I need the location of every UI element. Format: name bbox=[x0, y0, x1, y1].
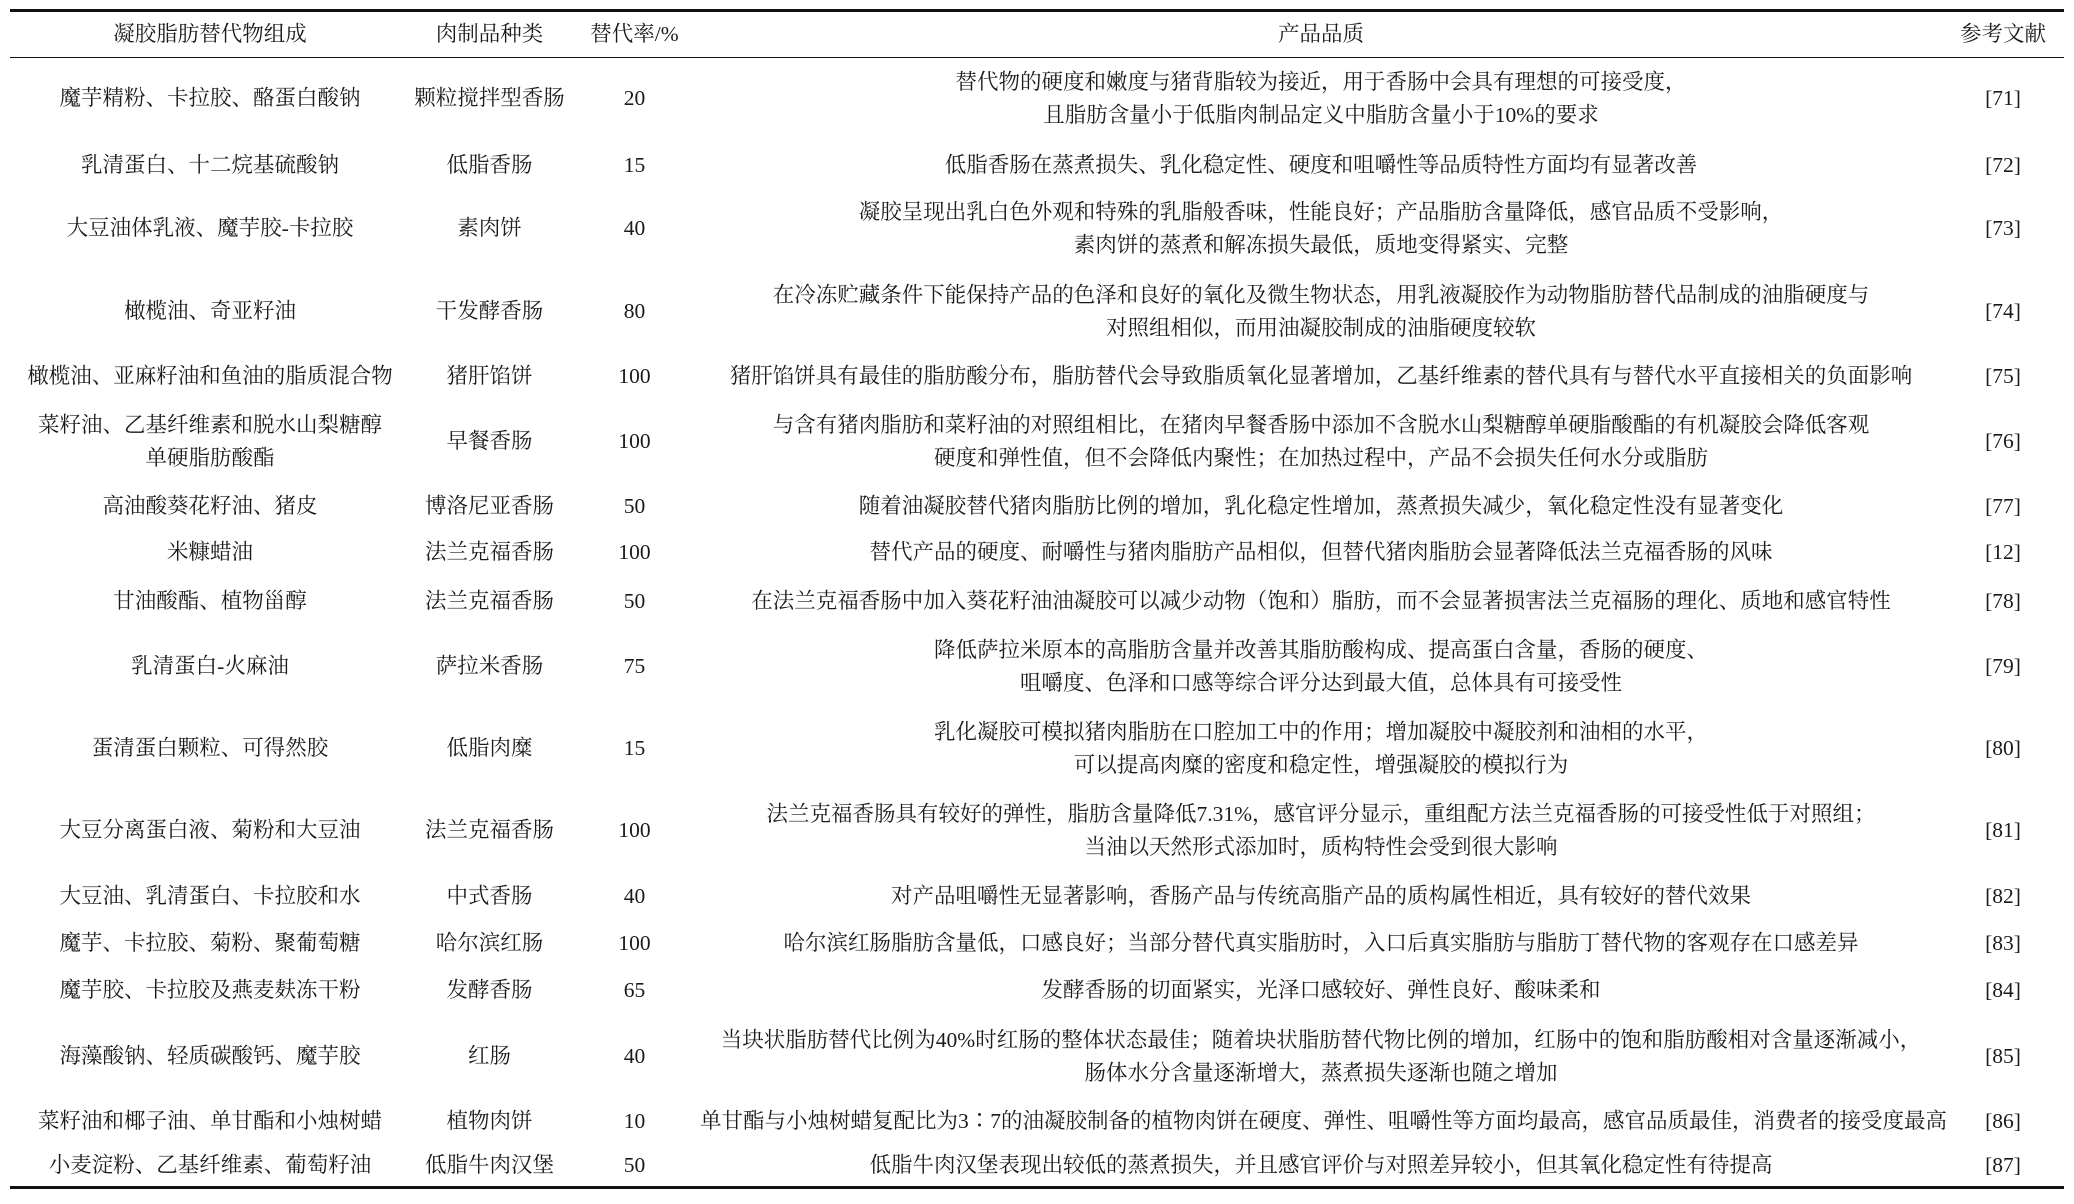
meat-product-cell: 博洛尼亚香肠 bbox=[424, 494, 554, 518]
meat-product-cell: 颗粒搅拌型香肠 bbox=[414, 86, 565, 111]
product-quality-cell: 哈尔滨红肠脂肪含量低，口感良好；当部分替代真实脂肪时，入口后真实脂肪与脂肪丁替代物的客观存在口感差异 bbox=[783, 930, 1859, 955]
reference-cell: [84] bbox=[1985, 978, 2021, 1002]
product-quality-cell: 降低萨拉米原本的高脂肪含量并改善其脂肪酸构成、提高蛋白含量，香肠的硬度、 咀嚼度、色泽和口感等综合评分达到最大值，总体具有可接受性 bbox=[933, 637, 1708, 695]
meat-product-cell: 中式香肠 bbox=[446, 884, 533, 908]
meat-product-cell: 法兰克福香肠 bbox=[424, 818, 554, 842]
product-quality-cell: 低脂香肠在蒸煮损失、乳化稳定性、硬度和咀嚼性等品质特性方面均有显著改善 bbox=[944, 152, 1698, 177]
reference-cell: [83] bbox=[1985, 930, 2021, 955]
composition-cell: 魔芋精粉、卡拉胶、酪蛋白酸钠 bbox=[59, 86, 361, 111]
header-product-quality: 产品品质 bbox=[700, 11, 1942, 58]
header-row bbox=[10, 11, 2064, 58]
composition-cell: 甘油酸酯、植物甾醇 bbox=[113, 589, 307, 613]
reference-cell: [71] bbox=[1985, 86, 2021, 111]
header-composition: 凝胶脂肪替代物组成 bbox=[10, 11, 410, 58]
replacement-rate-cell: 50 bbox=[623, 589, 646, 613]
product-quality-cell: 法兰克福香肠具有较好的弹性，脂肪含量降低7.31%，感官评分显示，重组配方法兰克福香肠的可接受性低于对照组； 当油以天然形式添加时，质构特性会受到很大影响 bbox=[766, 801, 1876, 859]
meat-product-cell: 猪肝馅饼 bbox=[446, 364, 533, 388]
reference-cell: [85] bbox=[1985, 1044, 2021, 1068]
meat-product-cell: 低脂香肠 bbox=[446, 152, 533, 177]
meat-product-cell: 素肉饼 bbox=[457, 216, 522, 240]
reference-cell: [72] bbox=[1985, 152, 2021, 177]
replacement-rate-cell: 40 bbox=[623, 216, 646, 240]
meat-product-cell: 哈尔滨红肠 bbox=[435, 930, 544, 955]
meat-product-cell: 干发酵香肠 bbox=[435, 299, 544, 323]
table-row bbox=[10, 625, 2064, 709]
reference-cell: [76] bbox=[1985, 429, 2021, 453]
replacement-rate-cell: 50 bbox=[623, 494, 646, 518]
meat-product-cell: 发酵香肠 bbox=[446, 978, 533, 1002]
replacement-rate-cell: 75 bbox=[623, 654, 646, 678]
composition-cell: 魔芋胶、卡拉胶及燕麦麸冻干粉 bbox=[59, 978, 361, 1002]
reference-cell: [80] bbox=[1985, 736, 2021, 760]
product-quality-cell: 在冷冻贮藏条件下能保持产品的色泽和良好的氧化及微生物状态，用乳液凝胶作为动物脂肪替代品制成的油脂硬度与 对照组相似，而用油凝胶制成的油脂硬度较软 bbox=[772, 282, 1870, 340]
product-quality-cell: 随着油凝胶替代猪肉脂肪比例的增加，乳化稳定性增加，蒸煮损失减少，氧化稳定性没有显著变化 bbox=[858, 494, 1784, 518]
header-replacement-rate: 替代率/% bbox=[569, 11, 700, 58]
table-row bbox=[10, 1146, 2064, 1188]
product-quality-cell: 当块状脂肪替代比例为40%时红肠的整体状态最佳；随着块状脂肪替代物比例的增加，红肠中的饱和脂肪酸相对含量逐渐减小， 肠体水分含量逐渐增大，蒸煮损失逐渐也随之增加 bbox=[720, 1027, 1922, 1085]
replacement-rate-cell: 65 bbox=[623, 978, 646, 1002]
table-row bbox=[10, 709, 2064, 789]
reference-cell: [79] bbox=[1985, 654, 2021, 678]
composition-cell: 橄榄油、奇亚籽油 bbox=[123, 299, 296, 323]
product-quality-cell: 替代产品的硬度、耐嚼性与猪肉脂肪产品相似，但替代猪肉脂肪会显著降低法兰克福香肠的风味 bbox=[869, 540, 1773, 564]
composition-cell: 魔芋、卡拉胶、菊粉、聚葡萄糖 bbox=[59, 930, 361, 955]
composition-cell: 高油酸葵花籽油、猪皮 bbox=[102, 494, 318, 518]
table-row bbox=[10, 527, 2064, 579]
replacement-rate-cell: 20 bbox=[623, 86, 646, 111]
composition-cell: 大豆油、乳清蛋白、卡拉胶和水 bbox=[59, 884, 361, 908]
product-quality-cell: 猪肝馅饼具有最佳的脂肪酸分布，脂肪替代会导致脂质氧化显著增加，乙基纤维素的替代具有与替代水平直接相关的负面影响 bbox=[729, 364, 1913, 388]
replacement-rate-cell: 50 bbox=[623, 1153, 646, 1178]
replacement-rate-cell: 40 bbox=[623, 1044, 646, 1068]
table-row bbox=[10, 1098, 2064, 1146]
table-row bbox=[10, 357, 2064, 397]
product-quality-cell: 与含有猪肉脂肪和菜籽油的对照组相比，在猪肉早餐香肠中添加不含脱水山梨糖醇单硬脂酸酯的有机凝胶会降低客观 硬度和弹性值，但不会降低内聚性；在加热过程中，产品不会损失任何水分或脂肪 bbox=[772, 412, 1870, 470]
table-row bbox=[10, 789, 2064, 873]
composition-cell: 乳清蛋白、十二烷基硫酸钠 bbox=[80, 152, 339, 177]
table-row bbox=[10, 966, 2064, 1016]
replacement-rate-cell: 100 bbox=[618, 429, 651, 453]
reference-cell: [86] bbox=[1985, 1109, 2021, 1133]
composition-cell: 小麦淀粉、乙基纤维素、葡萄籽油 bbox=[48, 1153, 372, 1178]
replacement-rate-cell: 100 bbox=[618, 930, 651, 955]
product-quality-cell: 凝胶呈现出乳白色外观和特殊的乳脂般香味，性能良好；产品脂肪含量降低，感官品质不受影响， 素肉饼的蒸煮和解冻损失最低，质地变得紧实、完整 bbox=[858, 199, 1784, 257]
reference-cell: [87] bbox=[1985, 1153, 2021, 1178]
header-reference: 参考文献 bbox=[1942, 11, 2064, 58]
reference-cell: [74] bbox=[1985, 299, 2021, 323]
reference-cell: [73] bbox=[1985, 216, 2021, 240]
meat-product-cell: 法兰克福香肠 bbox=[424, 540, 554, 564]
composition-cell: 大豆分离蛋白液、菊粉和大豆油 bbox=[59, 818, 361, 842]
composition-cell: 海藻酸钠、轻质碳酸钙、魔芋胶 bbox=[59, 1044, 361, 1068]
table-row bbox=[10, 58, 2064, 140]
meat-product-cell: 红肠 bbox=[467, 1044, 511, 1068]
reference-cell: [82] bbox=[1985, 884, 2021, 908]
table-row bbox=[10, 191, 2064, 267]
table-row bbox=[10, 140, 2064, 191]
reference-cell: [75] bbox=[1985, 364, 2021, 388]
table-row bbox=[10, 1016, 2064, 1098]
product-quality-cell: 对产品咀嚼性无显著影响，香肠产品与传统高脂产品的质构属性相近，具有较好的替代效果 bbox=[890, 884, 1751, 908]
table-row bbox=[10, 873, 2064, 921]
product-quality-cell: 在法兰克福香肠中加入葵花籽油油凝胶可以减少动物（饱和）脂肪，而不会显著损害法兰克福肠的理化、质地和感官特性 bbox=[751, 589, 1891, 613]
replacement-rate-cell: 100 bbox=[618, 818, 651, 842]
fat-substitute-table bbox=[10, 9, 2064, 1189]
product-quality-cell: 低脂牛肉汉堡表现出较低的蒸煮损失，并且感官评价与对照差异较小，但其氧化稳定性有待提高 bbox=[869, 1153, 1773, 1178]
meat-product-cell: 早餐香肠 bbox=[446, 429, 533, 453]
replacement-rate-cell: 100 bbox=[618, 364, 651, 388]
replacement-rate-cell: 15 bbox=[623, 736, 646, 760]
meat-product-cell: 植物肉饼 bbox=[446, 1109, 533, 1133]
reference-cell: [12] bbox=[1985, 540, 2021, 564]
composition-cell: 菜籽油、乙基纤维素和脱水山梨糖醇 单硬脂肪酸酯 bbox=[37, 412, 382, 470]
composition-cell: 橄榄油、亚麻籽油和鱼油的脂质混合物 bbox=[27, 364, 393, 388]
product-quality-cell: 单甘酯与小烛树蜡复配比为3∶7的油凝胶制备的植物肉饼在硬度、弹性、咀嚼性等方面均最高，感官品质最佳，消费者的接受度最高 bbox=[700, 1109, 1948, 1133]
meat-product-cell: 低脂牛肉汉堡 bbox=[424, 1153, 554, 1178]
product-quality-cell: 替代物的硬度和嫩度与猪背脂较为接近，用于香肠中会具有理想的可接受度， 且脂肪含量小于低脂肉制品定义中脂肪含量小于10%的要求 bbox=[955, 69, 1687, 127]
composition-cell: 大豆油体乳液、魔芋胶-卡拉胶 bbox=[66, 216, 354, 240]
composition-cell: 蛋清蛋白颗粒、可得然胶 bbox=[91, 736, 329, 760]
reference-cell: [81] bbox=[1985, 818, 2021, 842]
replacement-rate-cell: 15 bbox=[623, 152, 646, 177]
header-meat-product: 肉制品种类 bbox=[410, 11, 569, 58]
table-row bbox=[10, 267, 2064, 357]
meat-product-cell: 法兰克福香肠 bbox=[424, 589, 554, 613]
table-row bbox=[10, 487, 2064, 527]
replacement-rate-cell: 80 bbox=[623, 299, 646, 323]
reference-cell: [77] bbox=[1985, 494, 2021, 518]
meat-product-cell: 萨拉米香肠 bbox=[435, 654, 544, 678]
table-row bbox=[10, 579, 2064, 625]
reference-cell: [78] bbox=[1985, 589, 2021, 613]
composition-cell: 菜籽油和椰子油、单甘酯和小烛树蜡 bbox=[37, 1109, 382, 1133]
composition-cell: 米糠蜡油 bbox=[166, 540, 253, 564]
table-row bbox=[10, 921, 2064, 966]
replacement-rate-cell: 40 bbox=[623, 884, 646, 908]
table-row bbox=[10, 397, 2064, 487]
composition-cell: 乳清蛋白-火麻油 bbox=[131, 654, 289, 678]
product-quality-cell: 发酵香肠的切面紧实，光泽口感较好、弹性良好、酸味柔和 bbox=[1041, 978, 1601, 1002]
replacement-rate-cell: 100 bbox=[618, 540, 651, 564]
replacement-rate-cell: 10 bbox=[623, 1109, 646, 1133]
product-quality-cell: 乳化凝胶可模拟猪肉脂肪在口腔加工中的作用；增加凝胶中凝胶剂和油相的水平， 可以提高肉糜的密度和稳定性，增强凝胶的模拟行为 bbox=[933, 719, 1708, 777]
meat-product-cell: 低脂肉糜 bbox=[446, 736, 533, 760]
